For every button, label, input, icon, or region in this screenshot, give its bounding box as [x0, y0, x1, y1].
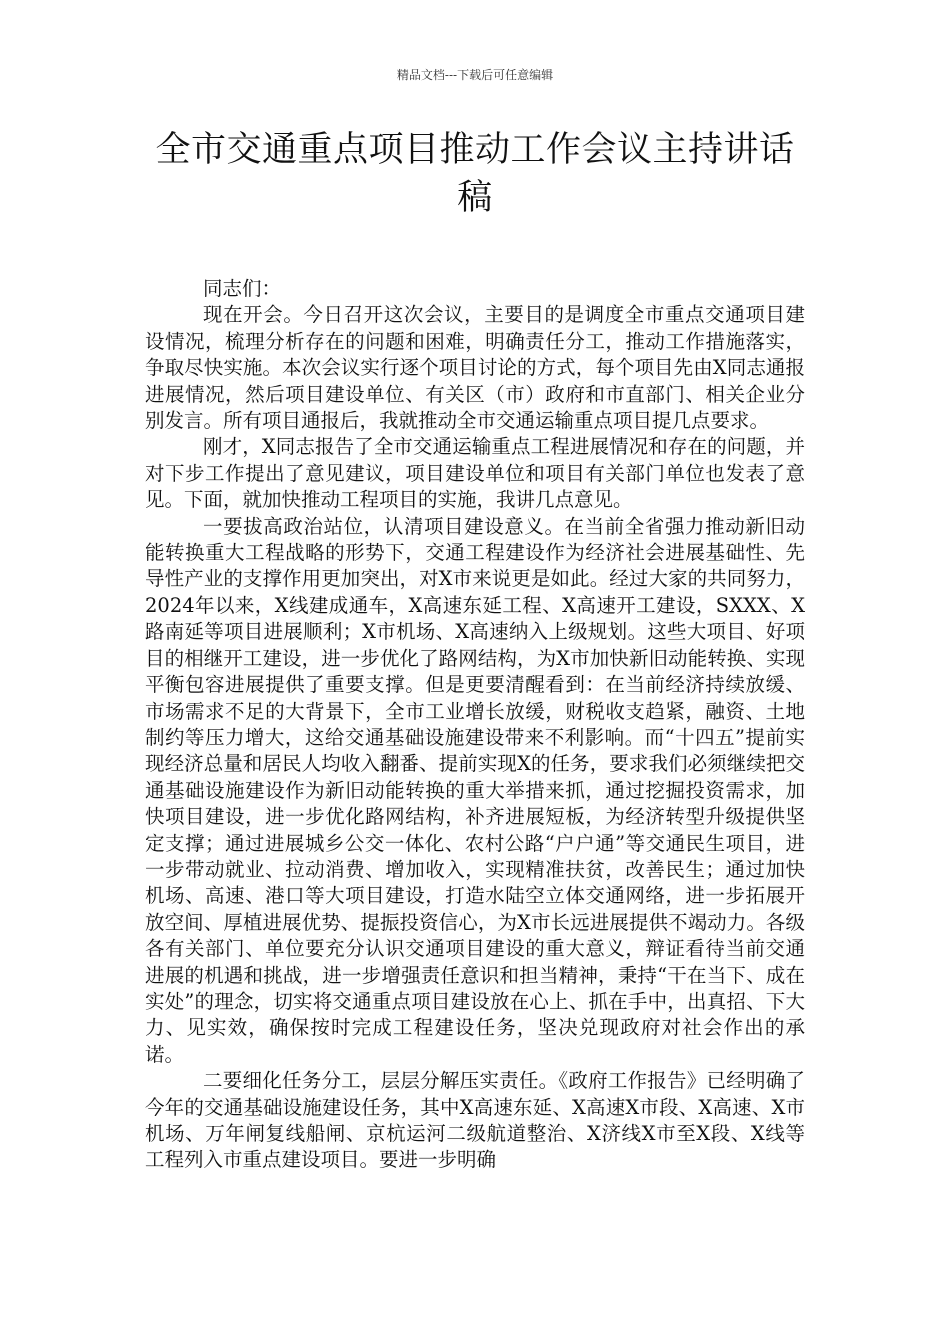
- paragraph-4: 二要细化任务分工，层层分解压实责任。《政府工作报告》已经明确了今年的交通基础设施建设任务，其中X高速东延、X高速X市段、X高速、X市机场、万年闸复线船闸、京杭运河二级航道整治、X济线X市至X段、X线等工程列入市重点建设项目。要进一步明确: [145, 1069, 805, 1172]
- paragraph-3: 一要拔高政治站位，认清项目建设意义。在当前全省强力推动新旧动能转换重大工程战略的形势下，交通工程建设作为经济社会进展基础性、先导性产业的支撑作用更加突出，对X市来说更是如此。经过大家的共同努力，2024年以来，X线建成通车，X高速东延工程、X高速开工建设，SXXX、X路南延等项目进展顺利；X市机场、X高速纳入上级规划。这些大项目、好项目的相继开工建设，进一步优化了路网结构，为X市加快新旧动能转换、实现平衡包容进展提供了重要支撑。但是更要清醒看到：在当前经济持续放缓、市场需求不足的大背景下，全市工业增长放缓，财税收支趋紧，融资、土地制约等压力增大，这给交通基础设施建设带来不利影响。而“十四五”提前实现经济总量和居民人均收入翻番、提前实现X的任务，要求我们必须继续把交通基础设施建设作为新旧动能转换的重大举措来抓，通过挖掘投资需求，加快项目建设，进一步优化路网结构，补齐进展短板，为经济转型升级提供坚定支撑；通过进展城乡公交一体化、农村公路“户户通”等交通民生项目，进一步带动就业、拉动消费、增加收入，实现精准扶贫，改善民生；通过加快机场、高速、港口等大项目建设，打造水陆空立体交通网络，进一步拓展开放空间、厚植进展优势、提振投资信心，为X市长远进展提供不竭动力。各级各有关部门、单位要充分认识交通项目建设的重大意义，辩证看待当前交通进展的机遇和挑战，进一步增强责任意识和担当精神，秉持“干在当下、成在实处”的理念，切实将交通重点项目建设放在心上、抓在手中，出真招、下大力、见实效，确保按时完成工程建设任务，坚决兑现政府对社会作出的承诺。: [145, 514, 805, 1066]
- paragraph-2: 刚才，X同志报告了全市交通运输重点工程进展情况和存在的问题，并对下步工作提出了意见建议，项目建设单位和项目有关部门单位也发表了意见。下面，就加快推动工程项目的实施，我讲几点意见。: [145, 435, 805, 512]
- header-note: 精品文档---下载后可任意编辑: [396, 68, 554, 82]
- document-title: 全市交通重点项目推动工作会议主持讲话稿: [155, 130, 795, 218]
- paragraph-1: 现在开会。今日召开这次会议，主要目的是调度全市重点交通项目建设情况，梳理分析存在的问题和困难，明确责任分工，推动工作措施落实，争取尽快实施。本次会议实行逐个项目讨论的方式，每个项目先由X同志通报进展情况，然后项目建设单位、有关区（市）政府和市直部门、相关企业分别发言。所有项目通报后，我就推动全市交通运输重点项目提几点要求。: [145, 303, 805, 433]
- salutation: 同志们：: [203, 277, 282, 300]
- document-body: [145, 276, 805, 1174]
